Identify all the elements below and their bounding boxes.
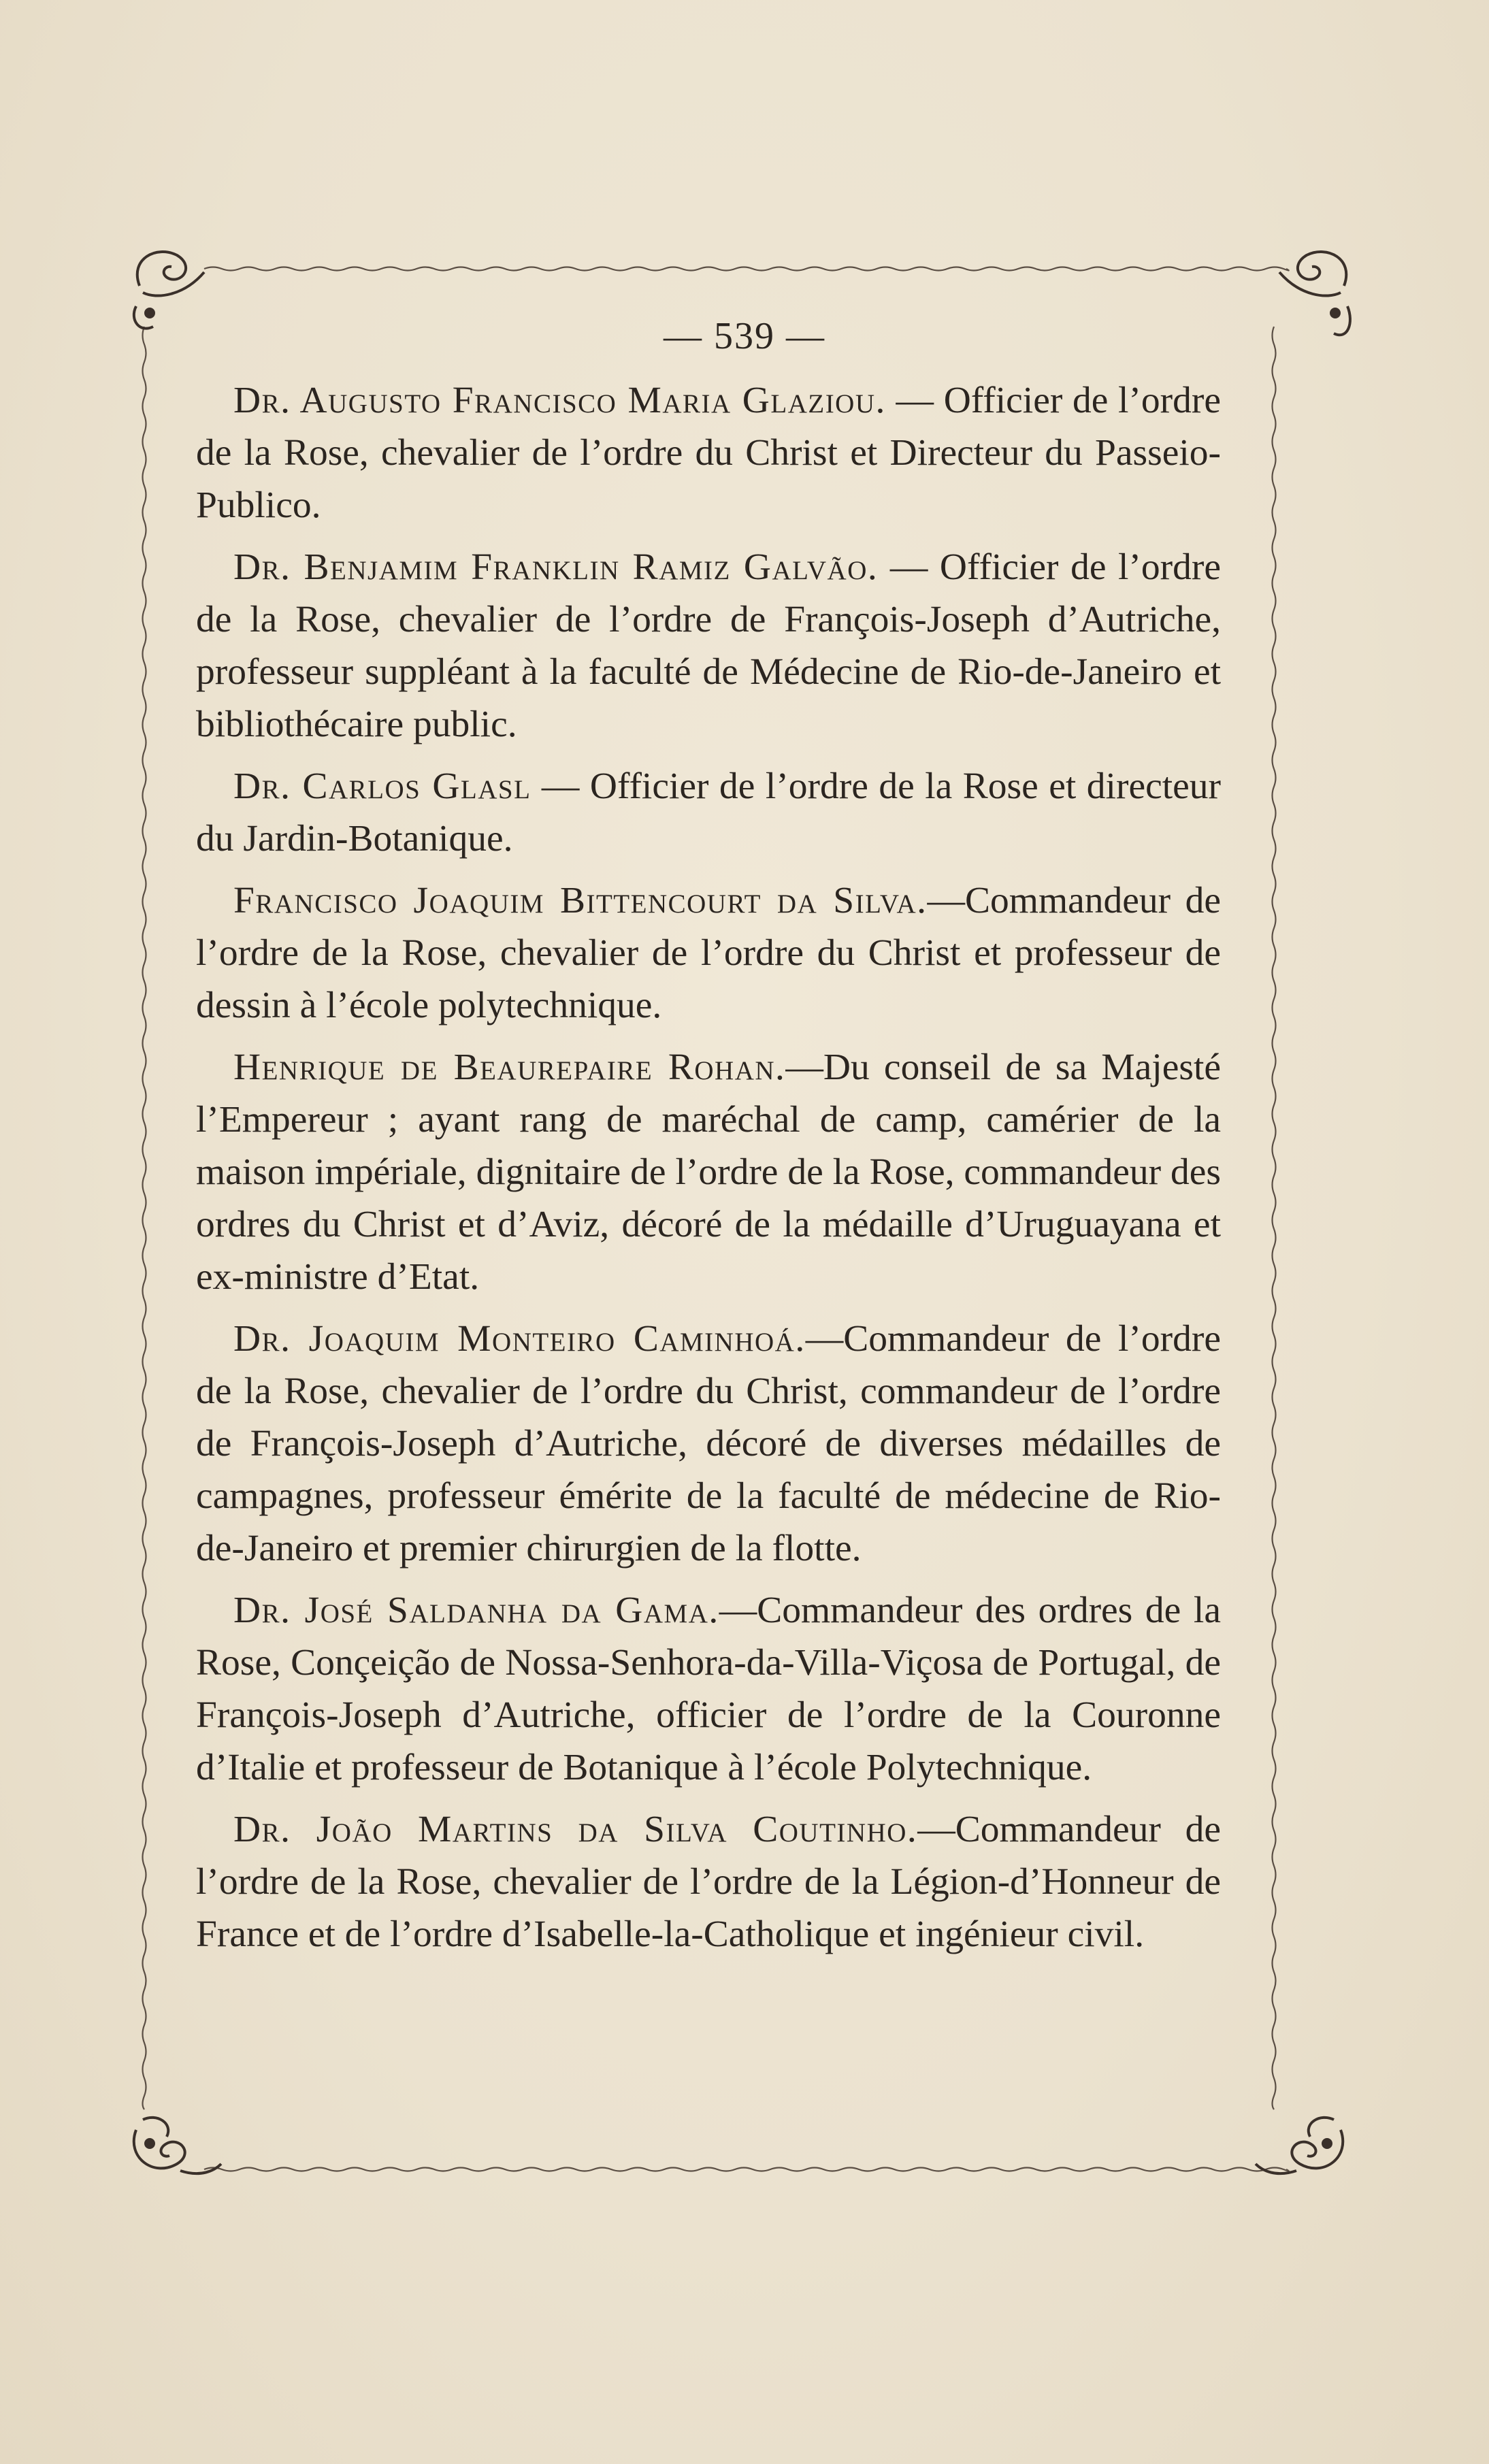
page-number: — 539 — [664, 315, 825, 357]
entry-text: — Officier de l’ordre de la Rose et directeur du Jardin-Botanique. [196, 766, 1221, 859]
entry-name: Francisco Joaquim Bittencourt da Silva. [233, 880, 928, 921]
entry-name: Henrique de Beaurepaire Rohan. [233, 1047, 786, 1088]
corner-flourish-bottom-right [1256, 2118, 1343, 2173]
entry-name: Dr. Benjamim Franklin Ramiz Galvão. [233, 546, 879, 588]
entry-text: — Officier de l’ordre de la Rose, chevalier de l’ordre du Christ et Directeur du Passeio-Publico. [196, 380, 1221, 526]
entry-name: Dr. Carlos Glasl [233, 766, 531, 807]
entry-ramiz-galvao [196, 540, 1221, 751]
entry-caminhoa [196, 1311, 1221, 1575]
entry-text: —Commandeur des ordres de la Rose, Conçeição de Nossa-Senhora-da-Villa-Viçosa de Portugal, de François-Joseph d’Autriche, officier de l’ordre de la Couronne d’Italie et professeur de Botanique à l’école Polytechnique. [196, 1590, 1221, 1788]
entry-name: Dr. João Martins da Silva Coutinho. [233, 1809, 918, 1850]
border-bottom-rule [204, 2168, 1289, 2171]
border-right-rule [1273, 327, 1276, 2109]
border-top-rule [204, 267, 1289, 271]
entry-text: — Officier de l’ordre de la Rose, chevalier de l’ordre de François-Joseph d’Autriche, professeur suppléant à la faculté de Médecine de Rio-de-Janeiro et bibliothécaire public. [196, 546, 1222, 745]
entry-bittencourt [196, 873, 1221, 1032]
entry-name: Dr. Joaquim Monteiro Caminhoá. [233, 1318, 806, 1360]
entry-coutinho [196, 1802, 1221, 1960]
entry-text: —Commandeur de l’ordre de la Rose, chevalier de l’ordre du Christ et professeur de dessin à l’école polytechnique. [196, 880, 1221, 1026]
text-body [196, 373, 1221, 1960]
border-left-rule [143, 327, 146, 2109]
corner-flourish-bottom-left [134, 2118, 221, 2173]
entry-glasl [196, 759, 1221, 865]
entry-saldanha-gama [196, 1583, 1221, 1794]
entry-beaurepaire-rohan [196, 1040, 1221, 1303]
entry-text: —Commandeur de l’ordre de la Rose, chevalier de l’ordre de la Légion-d’Honneur de France et de l’ordre d’Isabelle-la-Catholique et ingénieur civil. [196, 1809, 1221, 1955]
entry-text: —Commandeur de l’ordre de la Rose, chevalier de l’ordre du Christ, commandeur de l’ordre de François-Joseph d’Autriche, décoré de diverses médailles de campagnes, professeur émérite de la faculté de médecine de Rio-de-Janeiro et premier chirurgien de la flotte. [196, 1318, 1221, 1569]
entry-name: Dr. Augusto Francisco Maria Glaziou. [233, 380, 886, 421]
entry-text: —Du conseil de sa Majesté l’Empereur ; ayant rang de maréchal de camp, camérier de la maison impériale, dignitaire de l’ordre de la Rose, commandeur des ordres du Christ et d’Aviz, décoré de la médaille d’Uruguayana et ex-ministre d’Etat. [196, 1047, 1221, 1298]
entry-name: Dr. José Saldanha da Gama. [233, 1590, 719, 1631]
entry-glaziou [196, 373, 1221, 531]
